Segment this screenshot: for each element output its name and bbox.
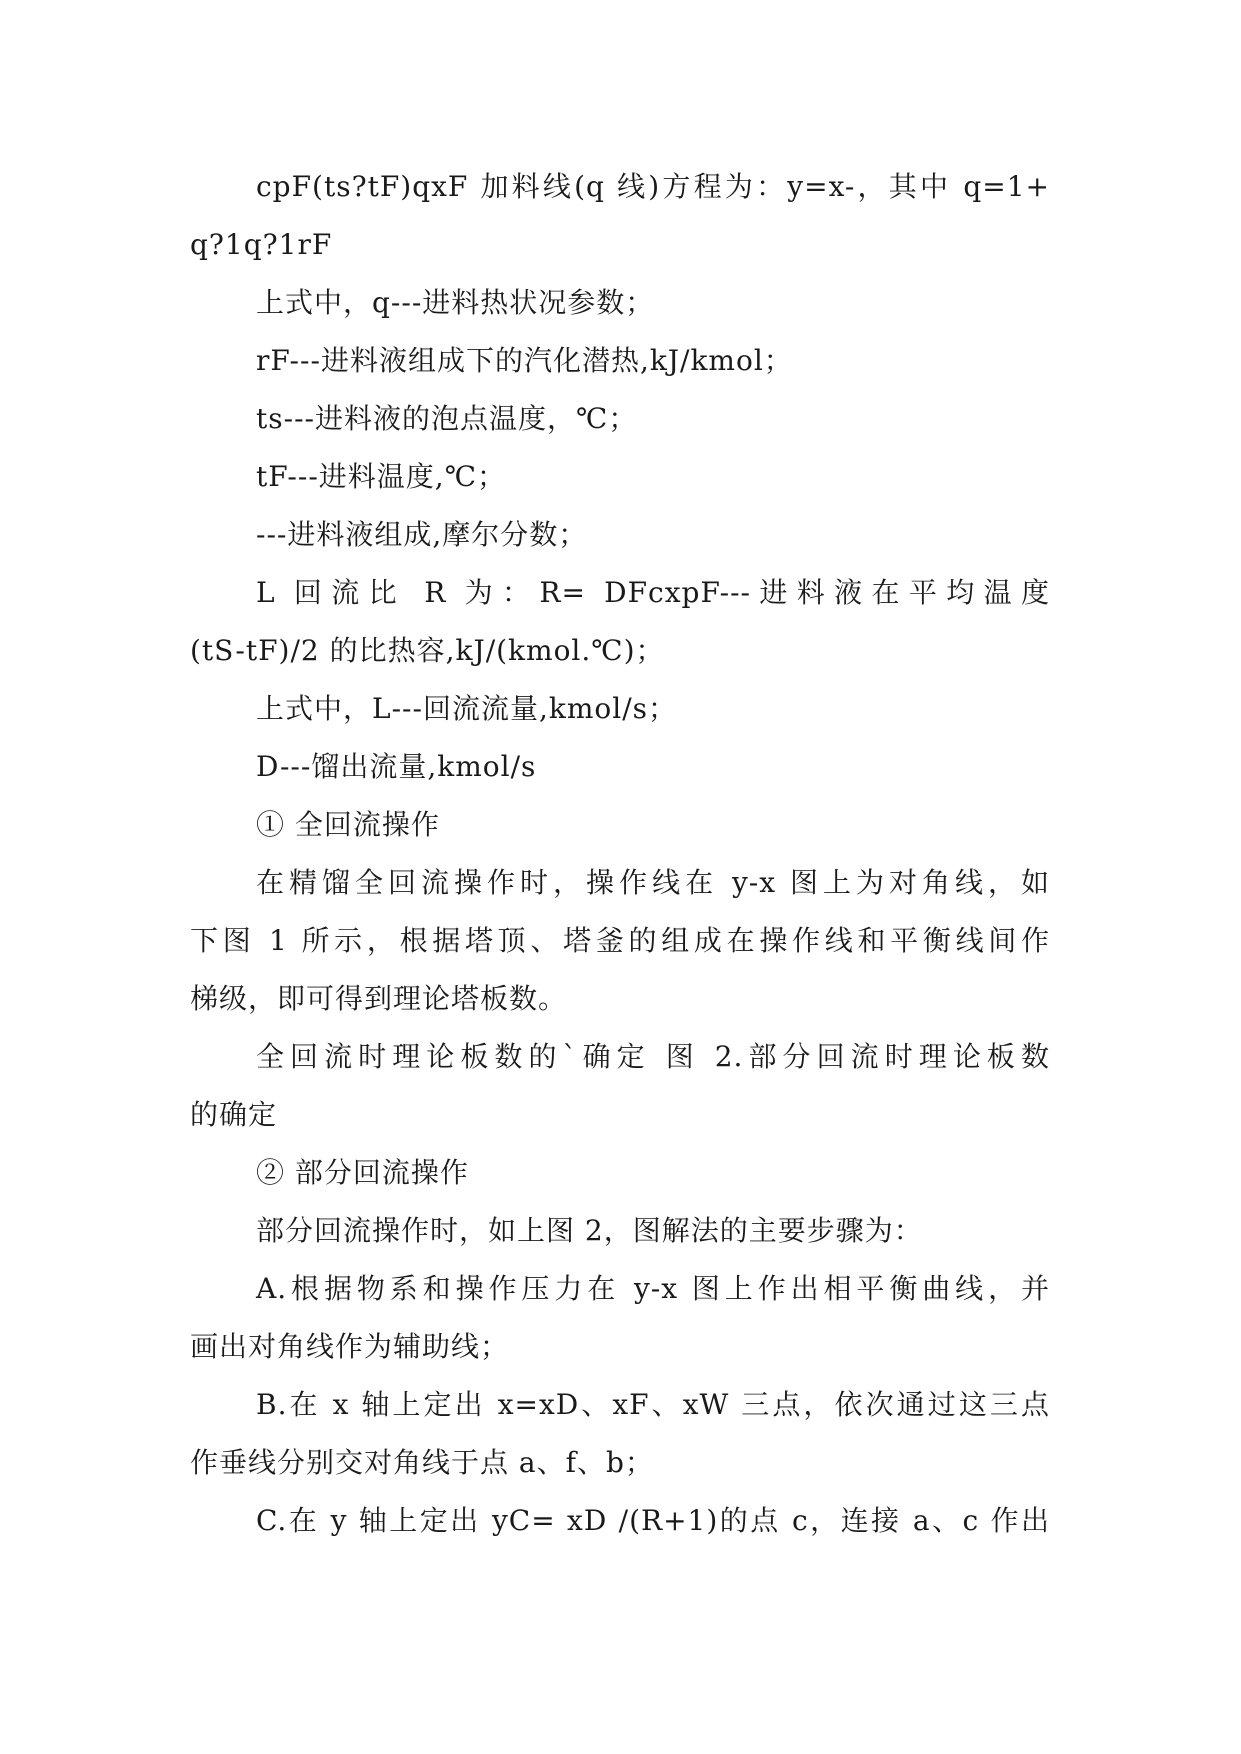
text-line: 部分回流操作时，如上图 2，图解法的主要步骤为：	[256, 1214, 923, 1247]
text-line: rF---进料液组成下的汽化潜热,kJ/kmol；	[256, 344, 793, 377]
text-line: L 回流比 R 为：R= DFcxpF---进料液在平均温度	[256, 576, 1050, 609]
text-line: 在精馏全回流操作时，操作线在 y-x 图上为对角线，如	[256, 866, 1050, 899]
document-body	[190, 158, 1050, 1550]
section-heading: ① 全回流操作	[256, 808, 440, 841]
text-line: A.根据物系和操作压力在 y-x 图上作出相平衡曲线，并	[256, 1272, 1050, 1305]
text-line: 下图 1 所示，根据塔顶、塔釜的组成在操作线和平衡线间作	[190, 924, 1050, 957]
text-line: cpF(ts?tF)qxF 加料线(q 线)方程为：y=x-，其中 q=1+	[256, 170, 1050, 203]
text-line: 梯级，即可得到理论塔板数。	[190, 982, 568, 1015]
text-line: ---进料液组成,摩尔分数；	[256, 518, 588, 551]
text-line: C.在 y 轴上定出 yC= xD /(R+1)的点 c，连接 a、c 作出	[256, 1504, 1050, 1537]
text-line: 上式中，q---进料热状况参数；	[256, 286, 655, 319]
text-line: 全回流时理论板数的`确定 图 2.部分回流时理论板数	[256, 1040, 1050, 1073]
text-line: ts---进料液的泡点温度，℃；	[256, 402, 638, 435]
text-line: B.在 x 轴上定出 x=xD、xF、xW 三点，依次通过这三点	[256, 1388, 1050, 1421]
text-line: 的确定	[190, 1098, 278, 1131]
text-line: (tS-tF)/2 的比热容,kJ/(kmol.℃)；	[190, 634, 665, 667]
text-line: 上式中，L---回流流量,kmol/s；	[256, 692, 678, 725]
section-heading: ② 部分回流操作	[256, 1156, 469, 1189]
text-line: q?1q?1rF	[190, 228, 333, 261]
text-line: tF---进料温度,℃；	[256, 460, 507, 493]
text-line: D---馏出流量,kmol/s	[256, 750, 537, 783]
text-line: 作垂线分别交对角线于点 a、f、b；	[190, 1446, 654, 1479]
text-line: 画出对角线作为辅助线；	[190, 1330, 510, 1363]
